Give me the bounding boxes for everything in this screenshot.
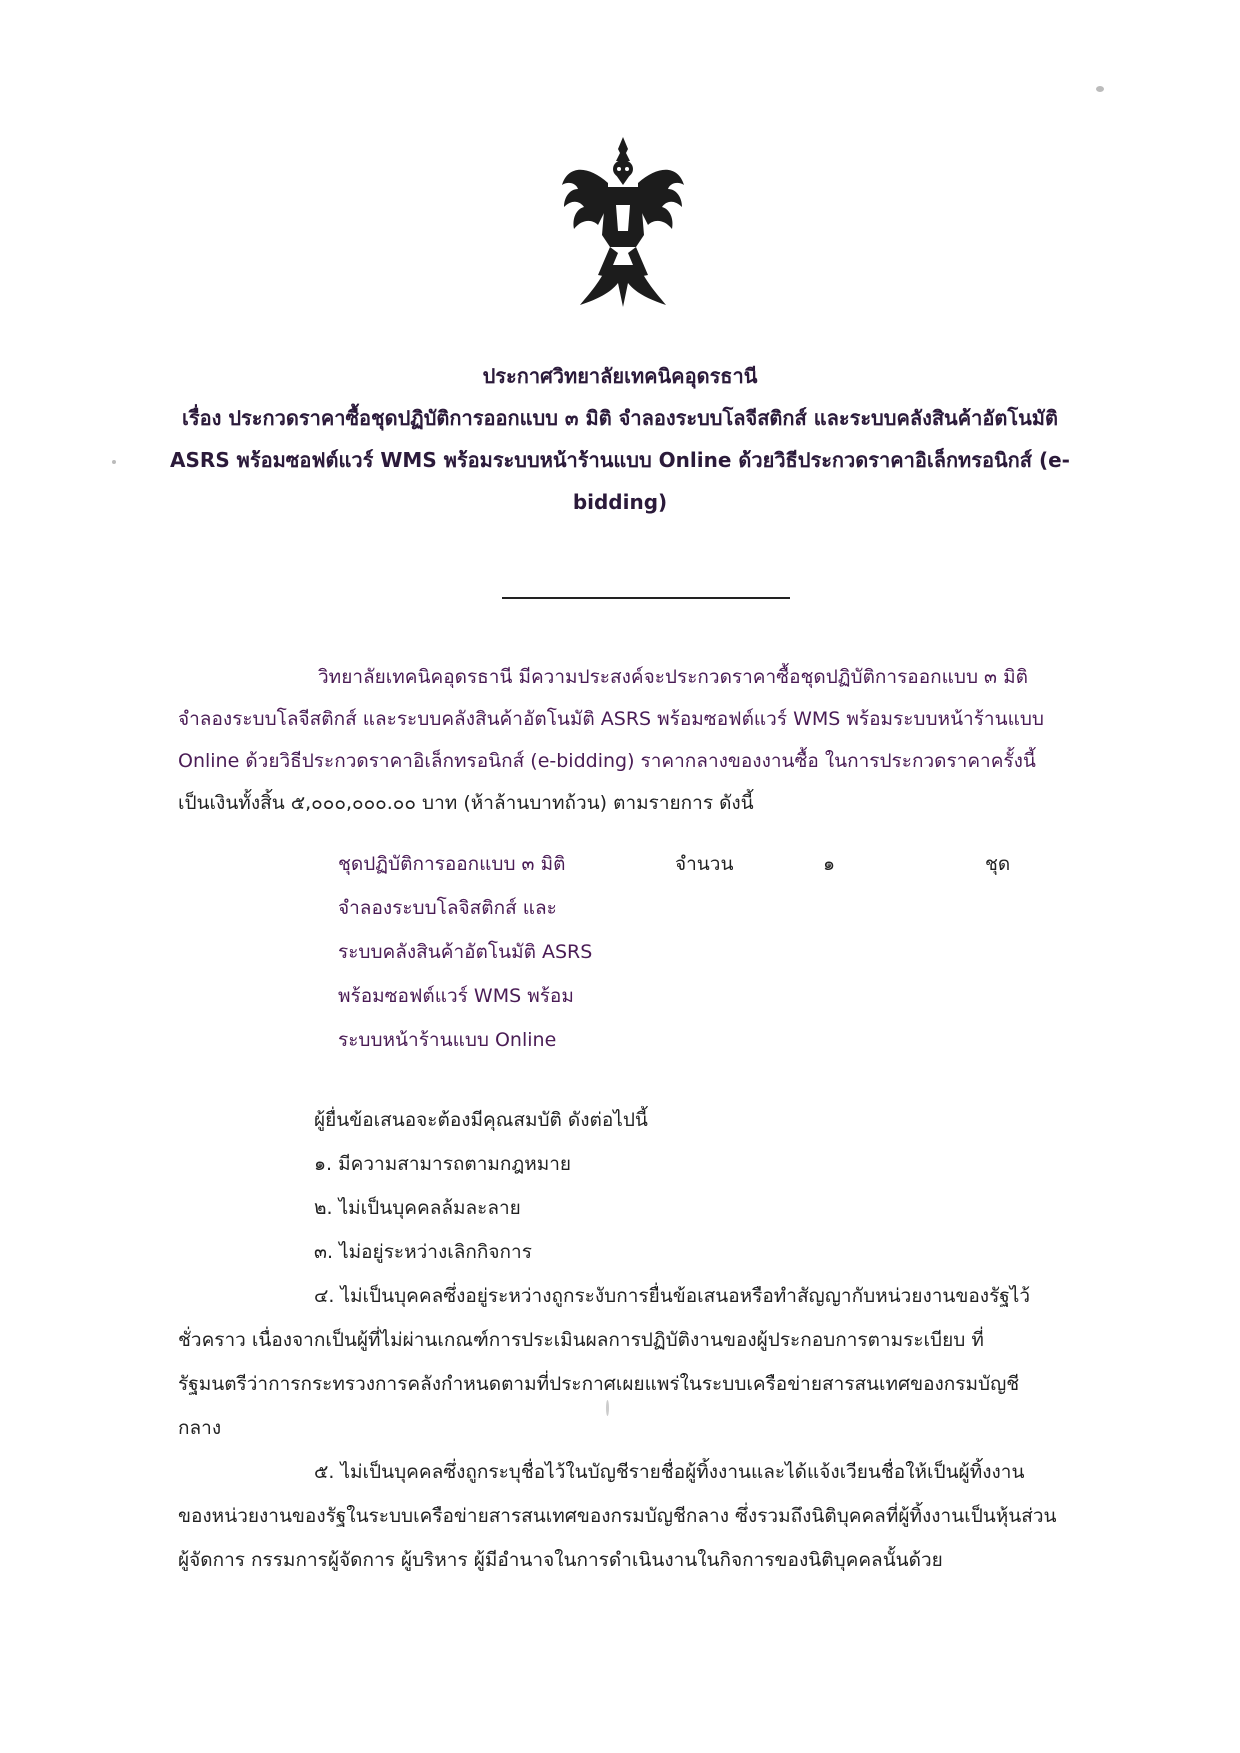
qualification-4-line-3: รัฐมนตรีว่าการกระทรวงการคลังกำหนดตามที่ประกาศเผยแพร่ในระบบเครือข่ายสารสนเทศของกรมบัญชี bbox=[178, 1373, 1020, 1395]
item-unit: ชุด bbox=[985, 853, 1011, 875]
item-name-line: จำลองระบบโลจิสติกส์ และ bbox=[338, 897, 557, 919]
document-title bbox=[140, 355, 1100, 523]
intro-line-2: จำลองระบบโลจีสติกส์ และระบบคลังสินค้าอัตโนมัติ ASRS พร้อมซอฟต์แวร์ WMS พร้อมระบบหน้าร้านแบบ bbox=[178, 708, 1044, 730]
qualifications-heading: ผู้ยื่นข้อเสนอจะต้องมีคุณสมบัติ ดังต่อไปนี้ bbox=[314, 1109, 648, 1131]
qualification-5-line-3: ผู้จัดการ กรรมการผู้จัดการ ผู้บริหาร ผู้มีอำนาจในการดำเนินงานในกิจการของนิติบุคคลนั้นด้วย bbox=[178, 1549, 943, 1571]
scan-speck bbox=[112, 460, 116, 464]
item-qty: ๑ bbox=[823, 853, 836, 875]
intro-line-3: Online ด้วยวิธีประกวดราคาอิเล็กทรอนิกส์ (e-bidding) ราคากลางของงานซื้อ ในการประกวดราคาครั้งนี้ bbox=[178, 750, 1036, 772]
item-name-line: ระบบหน้าร้านแบบ Online bbox=[338, 1029, 557, 1051]
title-line-3: ASRS พร้อมซอฟต์แวร์ WMS พร้อมระบบหน้าร้านแบบ Online ด้วยวิธีประกวดราคาอิเล็กทรอนิกส์ (e- bbox=[170, 448, 1070, 472]
qualification-2: ๒. ไม่เป็นบุคคลล้มละลาย bbox=[314, 1197, 521, 1219]
garuda-emblem-icon bbox=[558, 135, 688, 310]
item-name-line: ระบบคลังสินค้าอัตโนมัติ ASRS bbox=[338, 941, 593, 963]
item-qty-label: จำนวน bbox=[675, 853, 734, 875]
intro-paragraph bbox=[178, 656, 1044, 824]
intro-line-1: วิทยาลัยเทคนิคอุดรธานี มีความประสงค์จะประกวดราคาซื้อชุดปฏิบัติการออกแบบ ๓ มิติ bbox=[318, 666, 1028, 688]
title-line-2: เรื่อง ประกวดราคาซื้อชุดปฏิบัติการออกแบบ ๓ มิติ จำลองระบบโลจีสติกส์ และระบบคลังสินค้าอัตโนมัติ bbox=[182, 406, 1058, 430]
qualification-5-line-2: ของหน่วยงานของรัฐในระบบเครือข่ายสารสนเทศของกรมบัญชีกลาง ซึ่งรวมถึงนิติบุคคลที่ผู้ทิ้งงานเป็นหุ้นส่วน bbox=[178, 1505, 1057, 1527]
qualifications-section bbox=[178, 1098, 1138, 1582]
item-name bbox=[338, 842, 592, 1062]
qualification-4-line-2: ชั่วคราว เนื่องจากเป็นผู้ที่ไม่ผ่านเกณฑ์การประเมินผลการปฏิบัติงานของผู้ประกอบการตามระเบียบ ที่ bbox=[178, 1329, 984, 1351]
scan-speck bbox=[606, 1400, 609, 1416]
scan-speck bbox=[1096, 86, 1104, 92]
item-name-line: ชุดปฏิบัติการออกแบบ ๓ มิติ bbox=[338, 853, 566, 875]
qualification-3: ๓. ไม่อยู่ระหว่างเลิกกิจการ bbox=[314, 1241, 532, 1263]
title-line-4: bidding) bbox=[572, 490, 668, 514]
qualification-4-line-1: ๔. ไม่เป็นบุคคลซึ่งอยู่ระหว่างถูกระงับการยื่นข้อเสนอหรือทำสัญญากับหน่วยงานของรัฐไว้ bbox=[314, 1285, 1030, 1307]
qualification-4-line-4: กลาง bbox=[178, 1417, 222, 1439]
qualification-1: ๑. มีความสามารถตามกฎหมาย bbox=[314, 1153, 572, 1175]
item-name-line: พร้อมซอฟต์แวร์ WMS พร้อม bbox=[338, 985, 574, 1007]
intro-line-4: เป็นเงินทั้งสิ้น ๕,๐๐๐,๐๐๐.๐๐ บาท (ห้าล้านบาทถ้วน) ตามรายการ ดังนี้ bbox=[178, 792, 754, 814]
title-line-1: ประกาศวิทยาลัยเทคนิคอุดรธานี bbox=[482, 364, 758, 388]
qualification-5-line-1: ๕. ไม่เป็นบุคคลซึ่งถูกระบุชื่อไว้ในบัญชีรายชื่อผู้ทิ้งงานและได้แจ้งเวียนชื่อให้เป็นผู้ทิ้งงาน bbox=[314, 1461, 1025, 1483]
title-divider bbox=[502, 597, 790, 599]
